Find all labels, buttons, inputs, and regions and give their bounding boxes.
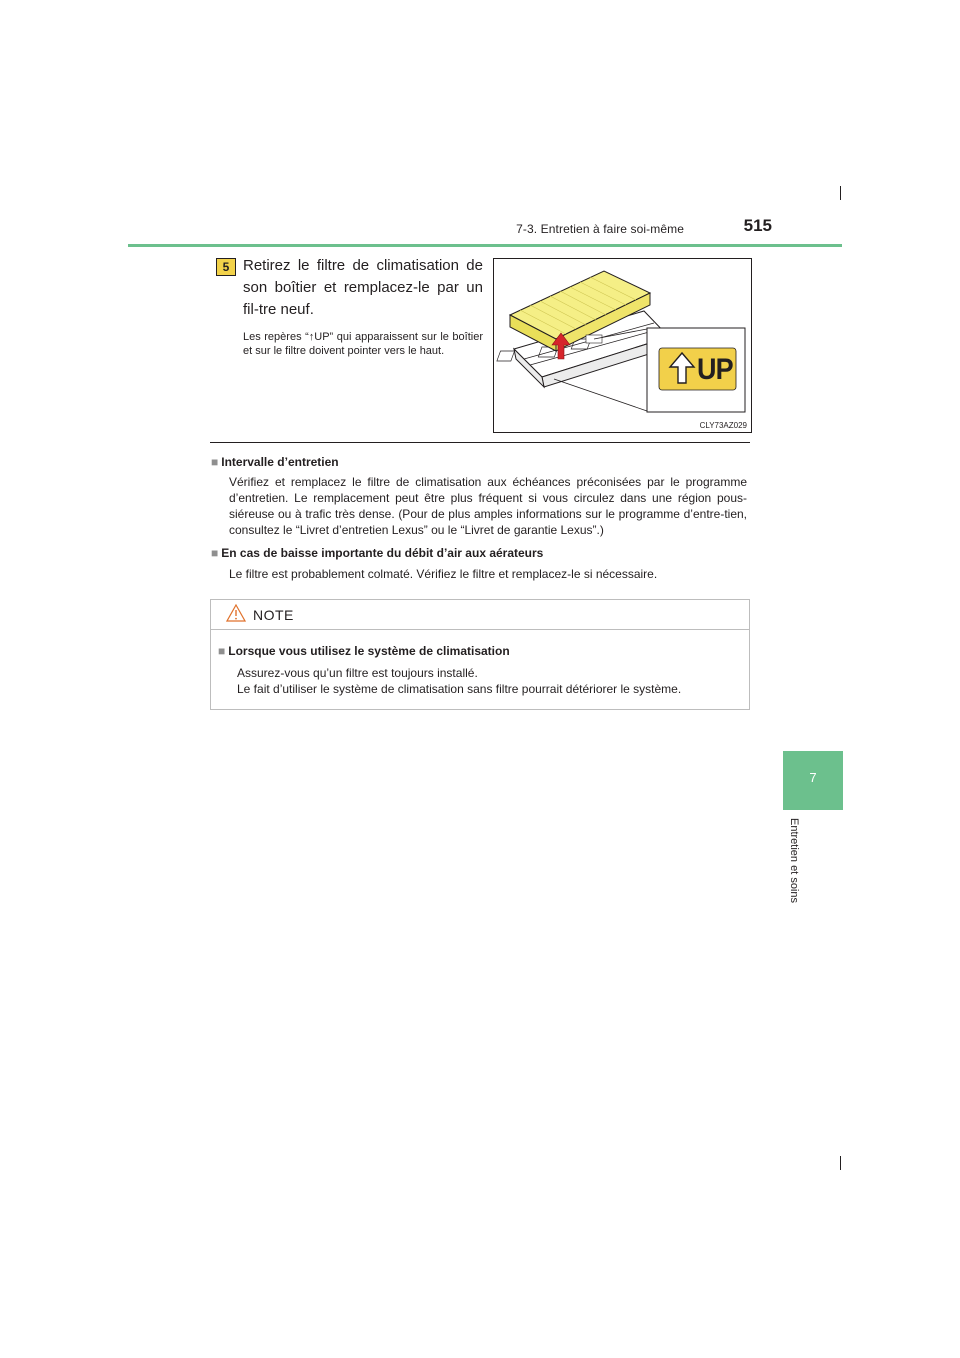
section-divider <box>210 442 750 443</box>
chapter-side-label <box>784 818 808 948</box>
figure-code: CLY73AZ029 <box>699 421 747 430</box>
section-title: 7-3. Entretien à faire soi-même <box>516 222 684 236</box>
note-heading-2: ■ En cas de baisse importante du débit d’air aux aérateurs <box>211 546 544 560</box>
header-rule <box>128 244 842 247</box>
note-body-1: Vérifiez et remplacez le filtre de climatisation aux échéances préconisées par le programme d’entretien. Le remplacement peut être plus fréquent si vous circulez dans une région pous-siéreuse ou à trafic très dense. (Pour de plus amples informations sur le programme d’entre-tien, consultez le “Livret d’entretien Lexus” ou le “Livret de garantie Lexus”.) <box>229 475 747 537</box>
notice-title-row <box>211 600 749 630</box>
crop-mark-top <box>840 186 841 200</box>
note-heading-1: ■ Intervalle d’entretien <box>211 455 339 469</box>
crop-mark-bottom <box>840 1156 841 1170</box>
notice-heading: ■ Lorsque vous utilisez le système de climatisation <box>218 644 510 658</box>
step-number-badge: 5 <box>216 258 236 276</box>
filter-drawing <box>494 259 751 432</box>
square-bullet-icon: ■ <box>211 455 219 469</box>
notice-box <box>210 599 750 710</box>
notice-title: NOTE <box>253 607 294 623</box>
notice-line-2: Le fait d’utiliser le système de climatisation sans filtre pourrait détériorer le système. <box>237 682 682 696</box>
square-bullet-icon: ■ <box>211 546 219 560</box>
chapter-tab <box>783 751 843 810</box>
notice-line-1: Assurez-vous qu’un filtre est toujours installé. <box>237 666 478 680</box>
page-header <box>128 216 842 244</box>
chapter-label: Entretien et soins <box>788 818 800 903</box>
page-number: 515 <box>743 216 772 235</box>
square-bullet-icon: ■ <box>218 644 226 658</box>
filter-illustration <box>493 258 752 433</box>
step-note: Les repères “↑UP” qui apparaissent sur le boîtier et sur le filtre doivent pointer vers le haut. <box>243 331 483 357</box>
step-instruction: Retirez le filtre de climatisation de son boîtier et remplacez-le par un fil-tre neuf. <box>243 257 483 318</box>
chapter-number: 7 <box>809 770 817 785</box>
warning-triangle-icon <box>226 604 246 622</box>
note-body-2: Le filtre est probablement colmaté. Vérifiez le filtre et remplacez-le si nécessaire. <box>229 567 658 581</box>
figure-up-label: UP <box>697 353 733 386</box>
